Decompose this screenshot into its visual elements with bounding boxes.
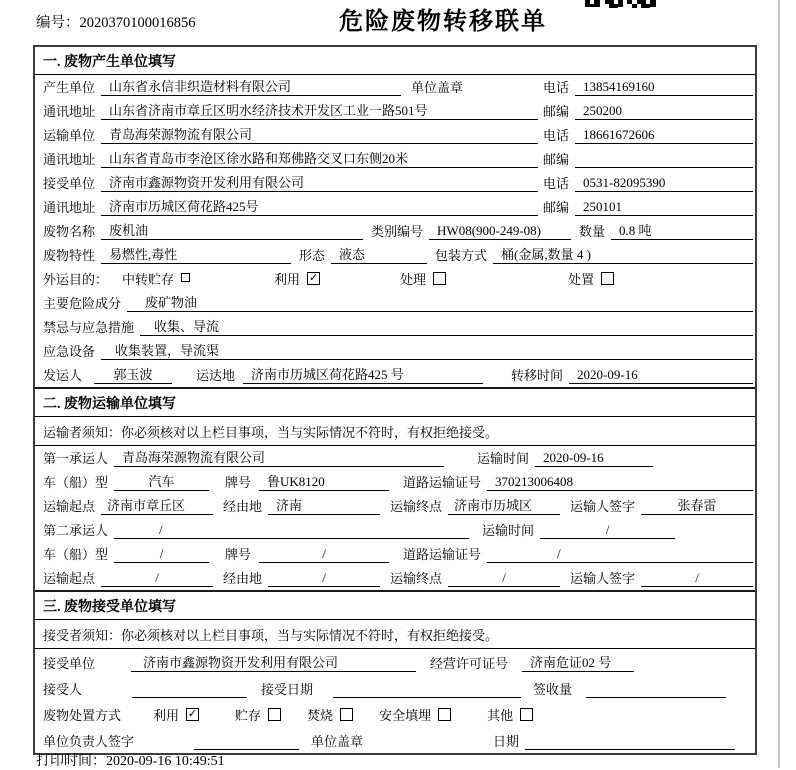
road-transport-license-2-value: / (487, 546, 753, 563)
transporter-notice: 运输者须知：你必须核对以上栏目事项，当与实际情况不符时，有权拒绝接受。 (35, 417, 755, 446)
checkbox-label: 处置 (568, 272, 595, 287)
transporter-phone-value: 18661672606 (575, 127, 753, 144)
page-title: 危险废物转移联单 (339, 9, 547, 35)
field-label: 邮编 (542, 104, 569, 119)
section-producer-title: 一. 废物产生单位填写 (35, 47, 755, 75)
field-label: 运输时间 (481, 523, 534, 538)
field-label: 外运目的： (43, 272, 109, 287)
transporter-unit-value: 青岛海荣源物流有限公司 (101, 124, 538, 144)
second-carrier-value: / (114, 522, 469, 539)
section-receiver (35, 590, 755, 753)
checkbox-label: 安全填埋 (379, 708, 432, 723)
producer-unit-value: 山东省永信非织造材料有限公司 (101, 76, 401, 96)
row-transport-route-2 (35, 566, 755, 590)
field-label: 运输单位 (43, 128, 96, 143)
receiver-unit-value: 济南市鑫源物资开发利用有限公司 (101, 172, 538, 192)
row-consignor (35, 363, 755, 387)
checkbox-label: 焚烧 (307, 708, 334, 723)
row-waste-name (35, 219, 755, 243)
plate-number-value: 鲁UK8120 (259, 471, 389, 491)
field-label: 接受单位 (43, 176, 96, 191)
vehicle-type-value: 汽车 (114, 471, 209, 491)
checkbox-icon (268, 708, 281, 721)
field-label: 包装方式 (435, 248, 488, 263)
receiver-notice: 接受者须知：你必须核对以上栏目事项，当与实际情况不符时，有权拒绝接受。 (35, 620, 755, 649)
receiver-phone-value: 0531-82095390 (575, 175, 753, 192)
row-waste-property (35, 243, 755, 267)
field-label: 邮编 (542, 152, 569, 167)
field-label: 接受人 (43, 682, 83, 697)
checkbox-label: 贮存 (235, 708, 262, 723)
waste-name-value: 废机油 (101, 220, 363, 240)
row-first-carrier (35, 446, 755, 470)
field-label: 通讯地址 (43, 104, 96, 119)
field-label: 邮编 (542, 200, 569, 215)
field-label: 第二承运人 (43, 523, 109, 538)
disposal-storage (235, 705, 281, 724)
row-emergency-equipment (35, 339, 755, 363)
field-label: 车（船）型 (43, 475, 109, 490)
field-label: 经由地 (223, 499, 263, 514)
receiver-zip-value: 250101 (575, 199, 753, 216)
row-disposal-method (35, 701, 755, 727)
row-transporter-address (35, 147, 755, 171)
transporter-address-value: 山东省青岛市李沧区徐水路和郑佛路交叉口东侧20米 (101, 148, 538, 168)
row-vehicle-type-2 (35, 542, 755, 566)
first-carrier-value: 青岛海荣源物流有限公司 (114, 447, 444, 467)
row-producer-address (35, 99, 755, 123)
receive-date-value (333, 682, 521, 698)
purpose-treat (400, 269, 446, 288)
purpose-utilize (274, 269, 320, 288)
page-edge-divider (778, 0, 780, 768)
field-label: 日期 (493, 734, 520, 749)
field-label: 接受日期 (261, 682, 314, 697)
section-transporter-title: 二. 废物运输单位填写 (35, 389, 755, 417)
checkbox-label: 利用 (274, 272, 301, 287)
vehicle-type-2-value: / (114, 546, 209, 563)
hazard-component-value: 废矿物油 (127, 292, 753, 312)
emergency-measures-value: 收集、导流 (140, 316, 753, 336)
waste-form-value: 液态 (331, 244, 427, 264)
transit-point-2-value: / (268, 570, 380, 587)
field-label: 运输时间 (476, 451, 529, 466)
transport-endpoint-2-value: / (448, 570, 560, 587)
plate-number-2-value: / (259, 546, 389, 563)
transfer-date-value: 2020-09-16 (569, 367, 753, 384)
row-vehicle-type-1 (35, 470, 755, 494)
responsible-signature-value (194, 734, 299, 750)
disposal-incinerate (307, 705, 353, 724)
purpose-transfer-storage (122, 269, 190, 288)
field-label: 产生单位 (43, 80, 96, 95)
row-receiver-address (35, 195, 755, 219)
field-label: 类别编号 (371, 224, 424, 239)
checkbox-icon (340, 708, 353, 721)
waste-packaging-value: 桶(金属,数量 4 ) (493, 244, 753, 264)
field-label: 通讯地址 (43, 200, 96, 215)
checkbox-label: 中转贮存 (122, 272, 175, 287)
field-label: 废物特性 (43, 248, 96, 263)
field-label: 车（船）型 (43, 547, 109, 562)
transport-origin-2-value: / (101, 570, 213, 587)
field-label: 运输终点 (390, 499, 443, 514)
destination-value: 济南市历城区荷花路425 号 (243, 364, 483, 384)
serial-number: 编号：2020370100016856 (36, 15, 196, 31)
received-quantity-value (586, 682, 726, 698)
receiving-unit-value: 济南市鑫源物资开发利用有限公司 (131, 652, 416, 672)
transport-date-value: 2020-09-16 (535, 450, 653, 467)
row-receiver-person (35, 675, 755, 701)
producer-phone-value: 13854169160 (575, 79, 753, 96)
field-label: 经营许可证号 (430, 656, 509, 671)
field-label: 电话 (542, 176, 569, 191)
row-hazard-component (35, 291, 755, 315)
waste-category-code-value: HW08(900-249-08) (429, 223, 571, 240)
consignor-value: 郭玉波 (94, 364, 172, 384)
checkbox-label: 利用 (153, 708, 180, 723)
row-emergency-measures (35, 315, 755, 339)
checkbox-label: 处理 (400, 272, 427, 287)
field-label: 牌号 (225, 475, 252, 490)
unit-seal-label: 单位盖章 (311, 734, 364, 749)
transit-point-value: 济南 (268, 495, 380, 515)
field-label: 经由地 (223, 571, 263, 586)
section-producer (35, 47, 755, 387)
field-label: 废物处置方式 (43, 708, 122, 723)
field-label: 主要危险成分 (43, 296, 122, 311)
field-label: 转移时间 (511, 368, 564, 383)
row-receiver-unit (35, 171, 755, 195)
row-transport-route-1 (35, 494, 755, 518)
producer-zip-value: 250200 (575, 103, 753, 120)
checkbox-icon (520, 708, 533, 721)
field-label: 数量 (579, 224, 606, 239)
field-label: 电话 (542, 80, 569, 95)
field-label: 牌号 (225, 547, 252, 562)
field-label: 签收量 (533, 682, 573, 697)
checkbox-icon (433, 272, 446, 285)
field-label: 电话 (542, 128, 569, 143)
row-second-carrier (35, 518, 755, 542)
field-label: 运输人签字 (570, 499, 636, 514)
field-label: 形态 (299, 248, 326, 263)
section-transporter (35, 387, 755, 590)
checkbox-checked-icon: ✓ (187, 707, 198, 720)
field-label: 发运人 (43, 368, 83, 383)
row-receiving-unit (35, 649, 755, 675)
carrier-signature-value: 张春雷 (641, 495, 753, 515)
row-transfer-purpose (35, 267, 755, 291)
checkbox-checked-icon: ✓ (308, 271, 319, 284)
disposal-utilize (153, 705, 199, 724)
purpose-dispose (568, 269, 614, 288)
field-label: 运达地 (196, 368, 236, 383)
disposal-landfill (379, 705, 451, 724)
field-label: 禁忌与应急措施 (43, 320, 135, 335)
field-label: 第一承运人 (43, 451, 109, 466)
seal-date-value (525, 734, 735, 750)
emergency-equipment-value: 收集装置，导流渠 (101, 340, 753, 360)
carrier-signature-2-value: / (641, 570, 753, 587)
checkbox-label: 其他 (487, 708, 514, 723)
checkbox-icon (438, 708, 451, 721)
field-label: 接受单位 (43, 656, 96, 671)
producer-address-value: 山东省济南市章丘区明水经济技术开发区工业一路501号 (101, 100, 538, 120)
waste-quantity-value: 0.8 吨 (611, 220, 753, 240)
road-transport-license-value: 370213006408 (487, 474, 753, 491)
field-label: 运输起点 (43, 571, 96, 586)
manifest-table (33, 45, 757, 755)
unit-seal-label: 单位盖章 (411, 80, 464, 95)
field-label: 道路运输证号 (403, 475, 482, 490)
disposal-other (487, 705, 533, 724)
business-license-value: 济南危证02 号 (522, 652, 634, 672)
print-timestamp: 打印时间：2020-09-16 10:49:51 (36, 754, 225, 769)
row-transporter-unit (35, 123, 755, 147)
field-label: 通讯地址 (43, 152, 96, 167)
transport-date-2-value: / (540, 522, 675, 539)
qr-code-icon (585, 0, 657, 11)
field-label: 废物名称 (43, 224, 96, 239)
row-producer-unit (35, 75, 755, 99)
transporter-zip-value (575, 152, 753, 168)
field-label: 单位负责人签字 (43, 734, 135, 749)
receiver-address-value: 济南市历城区荷花路425号 (101, 196, 538, 216)
checkbox-icon (601, 272, 614, 285)
field-label: 运输终点 (390, 571, 443, 586)
checkbox-icon (181, 273, 190, 282)
field-label: 运输起点 (43, 499, 96, 514)
receiver-person-value (132, 682, 247, 698)
field-label: 道路运输证号 (403, 547, 482, 562)
transport-endpoint-value: 济南市历城区 (448, 495, 560, 515)
field-label: 运输人签字 (570, 571, 636, 586)
section-receiver-title: 三. 废物接受单位填写 (35, 592, 755, 620)
field-label: 应急设备 (43, 344, 96, 359)
transport-origin-value: 济南市章丘区 (101, 495, 213, 515)
waste-property-value: 易燃性,毒性 (101, 244, 291, 264)
